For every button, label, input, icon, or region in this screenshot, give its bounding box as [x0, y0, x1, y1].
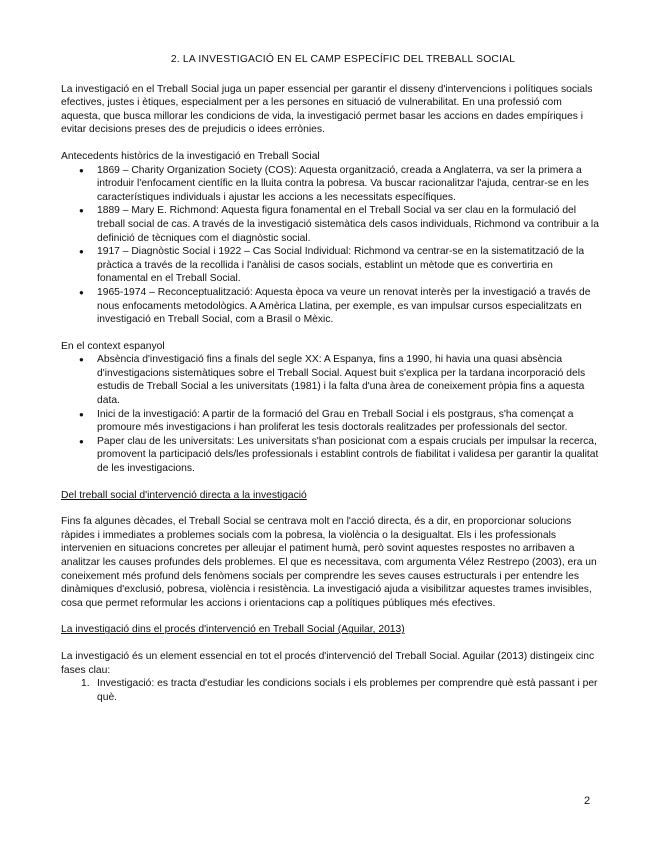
- list-number: 1.: [81, 678, 90, 690]
- section-heading-direct-intervention: Del treball social d'intervenció directa a la investigació: [61, 489, 307, 501]
- intro-paragraph: La investigació en el Treball Social juga un paper essencial per garantir el disseny d'intervencions i polítiques socials efectives, justes i ètiques, especialment per a les persones en situació de vulnerabilitat. En una professió com aquesta, que busca millorar les condicions de vida, la investigació permet basar les accions en dades empíriques i evitar decisions preses des de prejudicis o idees errònies.: [61, 83, 593, 136]
- list-item: ● Inici de la investigació: A partir de la formació del Grau en Treball Social i els postgraus, s'ha començat a promoure més investigacions i han proliferat les tesis doctorals realitzades per professionals del sector.: [61, 408, 603, 435]
- context-list: [61, 353, 603, 475]
- phases-list: [61, 677, 603, 704]
- antecedents-list: [61, 164, 603, 327]
- section-title: 2. LA INVESTIGACIÓ EN EL CAMP ESPECÍFIC DEL TREBALL SOCIAL: [170, 54, 516, 65]
- list-item-text: Investigació: es tracta d'estudiar les condicions socials i els problemes per comprendre què està passant i per què.: [97, 678, 598, 703]
- context-heading: En el context espanyol: [61, 340, 165, 352]
- section-paragraph: Fins fa algunes dècades, el Treball Social se centrava molt en l'acció directa, és a dir, en proporcionar solucions ràpides i immediates a problemes socials com la pobresa, la violència o la desigualtat. Els i les professionals intervenien en situacions concretes per alleujar el patiment humà, però sovint aquestes respostes no arribaven a analitzar les causes profundes dels problemes. El que es necessitava, com argumenta Vélez Restrepo (2003), era un coneixement més profund dels fenòmens socials per comprendre les seves causes estructurals i per entendre les dinàmiques d'exclusió, pobresa, violència i resistència. La investigació ajuda a visibilitzar aquestes trames invisibles, cosa que permet reformular les accions i orientacions cap a polítiques públiques més efectives.: [61, 516, 597, 609]
- list-item: ● 1965-1974 – Reconceptualització: Aquesta època va veure un renovat interès per la investigació a través de nous enfocaments metodològics. A Amèrica Llatina, per exemple, es van impulsar cursos especialitzats en investigació en Treball Social, com a Brasil o Mèxic.: [61, 286, 603, 327]
- list-item: ● 1869 – Charity Organization Society (COS): Aquesta organització, creada a Anglaterra, va ser la primera a introduir l'enfocament científic en la lluita contra la pobresa. Va buscar racionalitzar l'ajuda, centrar-se en les característiques individuals i ajustar les accions a les necessitats específiques.: [61, 164, 603, 205]
- section-paragraph: La investigació és un element essencial en tot el procés d'intervenció del Treball Social. Aguilar (2013) distingeix cinc fases clau:: [61, 650, 595, 676]
- page-content: [61, 53, 603, 704]
- list-item: ● Paper clau de les universitats: Les universitats s'han posicionat com a espais crucials per impulsar la recerca, promovent la participació dels/les professionals i establint controls de fiabilitat i validesa per garantir la qualitat de les investigacions.: [61, 435, 603, 476]
- list-item: ● Absència d'investigació fins a finals del segle XX: A Espanya, fins a 1990, hi havia una quasi absència d'investigacions sistemàtiques sobre el Treball Social. Aquest buit s'explica per la tardana incorporació dels estudis de Treball Social a les universitats (1981) i la falta d'una àrea de coneixement pròpia fins a aquesta data.: [61, 353, 603, 407]
- list-item: ● 1889 – Mary E. Richmond: Aquesta figura fonamental en el Treball Social va ser clau en la formulació del treball social de cas. A través de la investigació sistemàtica dels casos individuals, Richmond va contribuir a la definició de tècniques com el diagnòstic social.: [61, 204, 603, 245]
- list-item: ● 1917 – Diagnòstic Social i 1922 – Cas Social Individual: Richmond va centrar-se en la sistematització de la pràctica a través de la recollida i l'anàlisi de casos socials, establint un mètode que es convertiria en fonamental en el Treball Social.: [61, 245, 603, 286]
- page-number: 2: [584, 795, 591, 807]
- list-item: [61, 677, 603, 704]
- section-heading-intervention-process: La investigació dins el procés d'intervenció en Treball Social (Aguilar, 2013): [61, 624, 405, 636]
- antecedents-heading: Antecedents històrics de la investigació en Treball Social: [61, 150, 320, 162]
